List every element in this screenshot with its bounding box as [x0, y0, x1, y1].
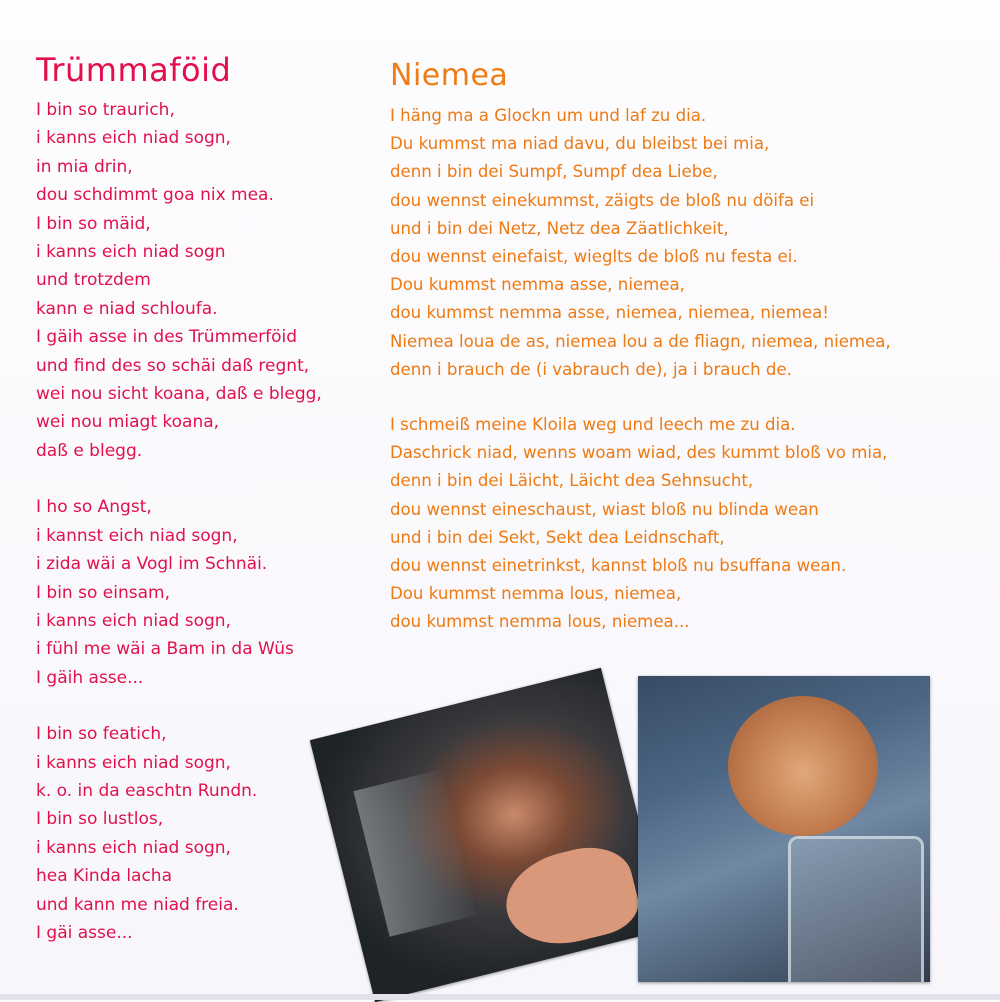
poem-title: Trümmaföid	[36, 51, 232, 89]
verse-line: daß e blegg.	[36, 440, 143, 461]
stanza-gap	[390, 384, 980, 411]
verse-line: Dou kummst nemma lous, niemea,	[390, 584, 682, 604]
verse-line: denn i bin dei Sumpf, Sumpf dea Liebe,	[390, 162, 718, 182]
verse-line: I gäih asse in des Trümmerföid	[36, 327, 298, 348]
verse-line: I bin so einsam,	[36, 582, 170, 603]
verse-line: I gäi asse...	[36, 922, 133, 943]
verse-line: dou wennst einekummst, zäigts de bloß nu döifa ei	[390, 190, 815, 210]
poem-niemea	[390, 56, 980, 637]
stanza-gap	[36, 465, 356, 493]
verse-line: I ho so Angst,	[36, 497, 152, 518]
verse-line: I gäih asse...	[36, 667, 144, 688]
verse-line: wei nou miagt koana,	[36, 412, 220, 433]
poem-title: Niemea	[390, 58, 509, 93]
stanza-1	[36, 96, 356, 465]
verse-line: I bin so featich,	[36, 724, 167, 745]
verse-line: i kanns eich niad sogn,	[36, 610, 231, 631]
photo-hand	[496, 838, 644, 957]
photo-beer-mug	[788, 836, 924, 982]
verse-line: denn i brauch de (i vabrauch de), ja i brauch de.	[390, 359, 792, 379]
verse-line: dou schdimmt goa nix mea.	[36, 185, 274, 206]
stanza-1	[390, 102, 980, 384]
verse-line: in mia drin,	[36, 156, 133, 177]
verse-line: Daschrick niad, wenns woam wiad, des kummt bloß vo mia,	[390, 443, 888, 463]
verse-line: i kanns eich niad sogn,	[36, 128, 231, 149]
verse-line: dou kummst nemma lous, niemea...	[390, 612, 690, 632]
verse-line: wei nou sicht koana, daß e blegg,	[36, 384, 322, 405]
verse-line: und trotzdem	[36, 270, 151, 291]
verse-line: i kanns eich niad sogn	[36, 242, 226, 263]
stanza-2	[36, 493, 356, 692]
photo-sleeping-man-beer-mug	[638, 676, 930, 982]
verse-line: i kanns eich niad sogn,	[36, 752, 231, 773]
poem-truemmafoeid	[36, 50, 356, 947]
photo-head	[728, 696, 878, 836]
verse-line: hea Kinda lacha	[36, 866, 172, 887]
verse-line: i kannst eich niad sogn,	[36, 525, 238, 546]
verse-line: dou wennst eineschaust, wiast bloß nu blinda wean	[390, 499, 819, 519]
verse-line: denn i bin dei Läicht, Läicht dea Sehnsucht,	[390, 471, 754, 491]
verse-line: und i bin dei Sekt, Sekt dea Leidnschaft,	[390, 527, 725, 547]
verse-line: dou kummst nemma asse, niemea, niemea, niemea!	[390, 303, 829, 323]
verse-line: kann e niad schloufa.	[36, 298, 218, 319]
verse-line: I schmeiß meine Kloila weg und leech me zu dia.	[390, 415, 796, 435]
verse-line: k. o. in da easchtn Rundn.	[36, 780, 258, 801]
verse-line: Niemea loua de as, niemea lou a de fliagn, niemea, niemea,	[390, 331, 891, 351]
verse-line: und kann me niad freia.	[36, 894, 239, 915]
verse-line: Du kummst ma niad davu, du bleibst bei mia,	[390, 134, 770, 154]
stanza-gap	[36, 692, 356, 720]
verse-line: i zida wäi a Vogl im Schnäi.	[36, 554, 268, 575]
stanza-3	[36, 720, 356, 947]
verse-line: I bin so lustlos,	[36, 809, 164, 830]
verse-line: und i bin dei Netz, Netz dea Zäatlichkeit,	[390, 218, 729, 238]
photo-screaming-man	[310, 668, 666, 1002]
stanza-2	[390, 411, 980, 637]
verse-line: Dou kummst nemma asse, niemea,	[390, 275, 685, 295]
verse-line: i fühl me wäi a Bam in da Wüs	[36, 639, 294, 660]
verse-line: I bin so traurich,	[36, 100, 175, 120]
page-edge	[0, 994, 1000, 1000]
photo-highlight	[353, 769, 477, 936]
verse-line: I bin so mäid,	[36, 213, 151, 234]
verse-line: und find des so schäi daß regnt,	[36, 355, 310, 376]
verse-line: I häng ma a Glockn um und laf zu dia.	[390, 106, 707, 125]
verse-line: i kanns eich niad sogn,	[36, 837, 231, 858]
verse-line: dou wennst einefaist, wieglts de bloß nu festa ei.	[390, 247, 798, 267]
verse-line: dou wennst einetrinkst, kannst bloß nu bsuffana wean.	[390, 556, 847, 576]
